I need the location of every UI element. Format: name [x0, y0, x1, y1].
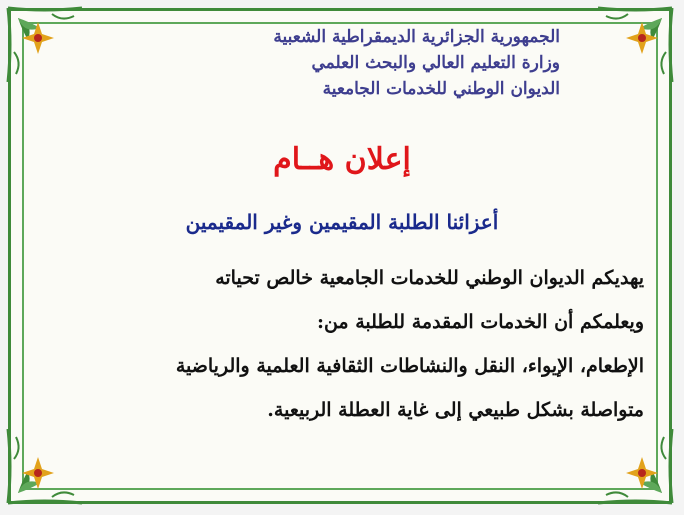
addressee-line: أعزائنا الطلبة المقيمين وغير المقيمين: [185, 210, 499, 234]
announcement-title: إعلان هــام: [273, 142, 411, 177]
body-line: متواصلة بشكل طبيعي إلى غاية العطلة الربيعية.: [267, 399, 644, 421]
announcement-body: [44, 256, 644, 432]
announcement-content: [40, 24, 644, 484]
republic-name: الجمهورية الجزائرية الديمقراطية الشعبية: [273, 27, 560, 47]
body-line: يهديكم الديوان الوطني للخدمات الجامعية خالص تحياته: [215, 267, 644, 289]
body-line: ويعلمكم أن الخدمات المقدمة للطلبة من:: [316, 311, 644, 333]
office-name: الديوان الوطني للخدمات الجامعية: [322, 79, 560, 99]
ministry-name: وزارة التعليم العالي والبحث العلمي: [311, 53, 560, 73]
body-line: الإطعام، الإيواء، النقل والنشاطات الثقافية العلمية والرياضية: [175, 355, 644, 377]
